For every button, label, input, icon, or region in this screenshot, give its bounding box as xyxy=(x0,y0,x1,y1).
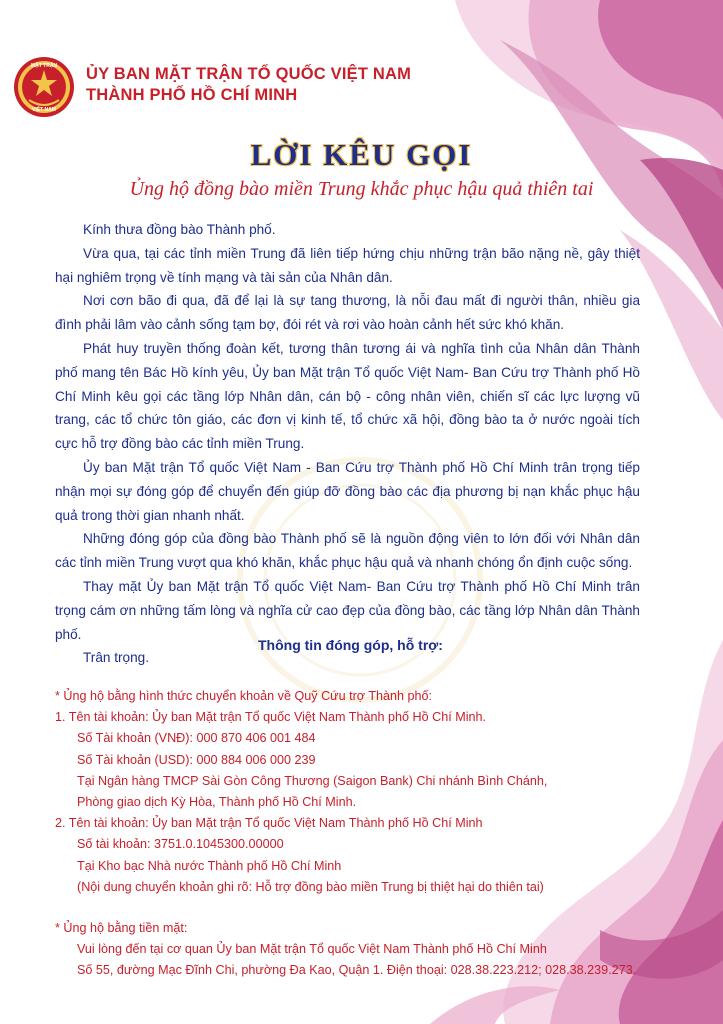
account2-note: (Nội dung chuyển khoản ghi rõ: Hỗ trợ đồng bào miền Trung bị thiệt hại do thiên tai) xyxy=(77,879,544,894)
account2-bank: Tại Kho bạc Nhà nước Thành phố Hồ Chí Minh xyxy=(77,858,342,873)
org-line-1: ỦY BAN MẶT TRẬN TỔ QUỐC VIỆT NAM xyxy=(86,65,412,83)
paragraph: Thay mặt Ủy ban Mặt trận Tổ quốc Việt Nam- Ban Cứu trợ Thành phố Hồ Chí Minh trân trọng cám ơn những tấm lòng và nghĩa cử cao đẹp của đồng bào, các tầng lớp Nhân dân Thành phố. xyxy=(55,578,640,642)
info-title: Thông tin đóng góp, hỗ trợ: xyxy=(258,637,443,653)
closing: Trân trọng. xyxy=(83,650,149,666)
transfer-heading: * Ủng hộ bằng hình thức chuyển khoản về Quỹ Cứu trợ Thành phố: xyxy=(55,689,433,703)
donation-info xyxy=(55,686,655,982)
spacer xyxy=(55,898,655,918)
paragraph: Nơi cơn bão đi qua, đã để lại là sự tang thương, là nỗi đau mất đi người thân, nhiều gia đình phải lâm vào cảnh sống tạm bợ, đói rét và rơi vào hoàn cảnh hết sức khó khăn. xyxy=(55,293,640,333)
cash-heading: * Ủng hộ bằng tiền mặt: xyxy=(55,921,188,936)
paragraph: Ủy ban Mặt trận Tổ quốc Việt Nam - Ban Cứu trợ Thành phố Hồ Chí Minh trân trọng tiếp nhận mọi sự đóng góp để chuyển đến giúp đỡ đồng bào các địa phương bị nạn khắc phục hậu quả trong thời gian nhanh nhất. xyxy=(55,459,640,523)
cash-line-2: Số 55, đường Mạc Đĩnh Chi, phường Đa Kao, Quận 1. Điện thoại: 028.38.223.212; 028.38.239.273. xyxy=(77,963,637,978)
account1-name: 1. Tên tài khoản: Ủy ban Mặt trận Tổ quốc Việt Nam Thành phố Hồ Chí Minh. xyxy=(55,710,486,725)
account2-number: Số tài khoản: 3751.0.1045300.00000 xyxy=(77,837,284,852)
letter-subtitle: Ủng hộ đồng bào miền Trung khắc phục hậu quả thiên tai xyxy=(129,178,594,200)
letter-title: LỜI KÊU GỌI xyxy=(250,137,473,172)
paragraph: Những đóng góp của đồng bào Thành phố sẽ là nguồn động viên to lớn đối với Nhân dân các tỉnh miền Trung vượt qua khó khăn, khắc phục hậu quả và nhanh chóng ổn định cuộc sống. xyxy=(55,531,640,571)
account1-usd: Số Tài khoản (USD): 000 884 006 000 239 xyxy=(77,752,316,767)
organization-name xyxy=(86,64,411,106)
logo-text-top: MẶT TRẬN xyxy=(30,63,58,69)
paragraph: Vừa qua, tại các tỉnh miền Trung đã liên tiếp hứng chịu những trận bão nặng nề, gây thiệt hại nghiêm trọng về tính mạng và tài sản của Nhân dân. xyxy=(55,245,640,285)
fatherland-front-logo xyxy=(13,56,75,118)
paragraph: Kính thưa đồng bào Thành phố. xyxy=(83,222,276,237)
account2-name: 2. Tên tài khoản: Ủy ban Mặt trận Tổ quốc Việt Nam Thành phố Hồ Chí Minh xyxy=(55,816,483,831)
account1-branch: Phòng giao dịch Kỳ Hòa, Thành phố Hồ Chí Minh. xyxy=(77,795,357,810)
logo-text-bottom: VIỆT NAM xyxy=(32,107,56,113)
org-line-2: THÀNH PHỐ HỒ CHÍ MINH xyxy=(86,86,298,104)
account1-vnd: Số Tài khoản (VNĐ): 000 870 406 001 484 xyxy=(77,731,316,746)
paragraph: Phát huy truyền thống đoàn kết, tương thân tương ái và nghĩa tình của Nhân dân Thành phố mang tên Bác Hồ kính yêu, Ủy ban Mặt trận Tổ quốc Việt Nam- Ban Cứu trợ Thành phố Hồ Chí Minh kêu gọi các tầng lớp Nhân dân, cán bộ - công nhân viên, chiến sĩ các lực lượng vũ trang, các tổ chức tôn giáo, các đơn vị kinh tế, tổ chức xã hội, đồng bào ta ở nước ngoài tích cực hỗ trợ đồng bào các tỉnh miền Trung. xyxy=(55,340,640,452)
account1-bank: Tại Ngân hàng TMCP Sài Gòn Công Thương (Saigon Bank) Chi nhánh Bình Chánh, xyxy=(77,773,548,788)
cash-line-1: Vui lòng đến tại cơ quan Ủy ban Mặt trận Tổ quốc Việt Nam Thành phố Hồ Chí Minh xyxy=(77,942,547,957)
letter-body xyxy=(55,218,640,670)
